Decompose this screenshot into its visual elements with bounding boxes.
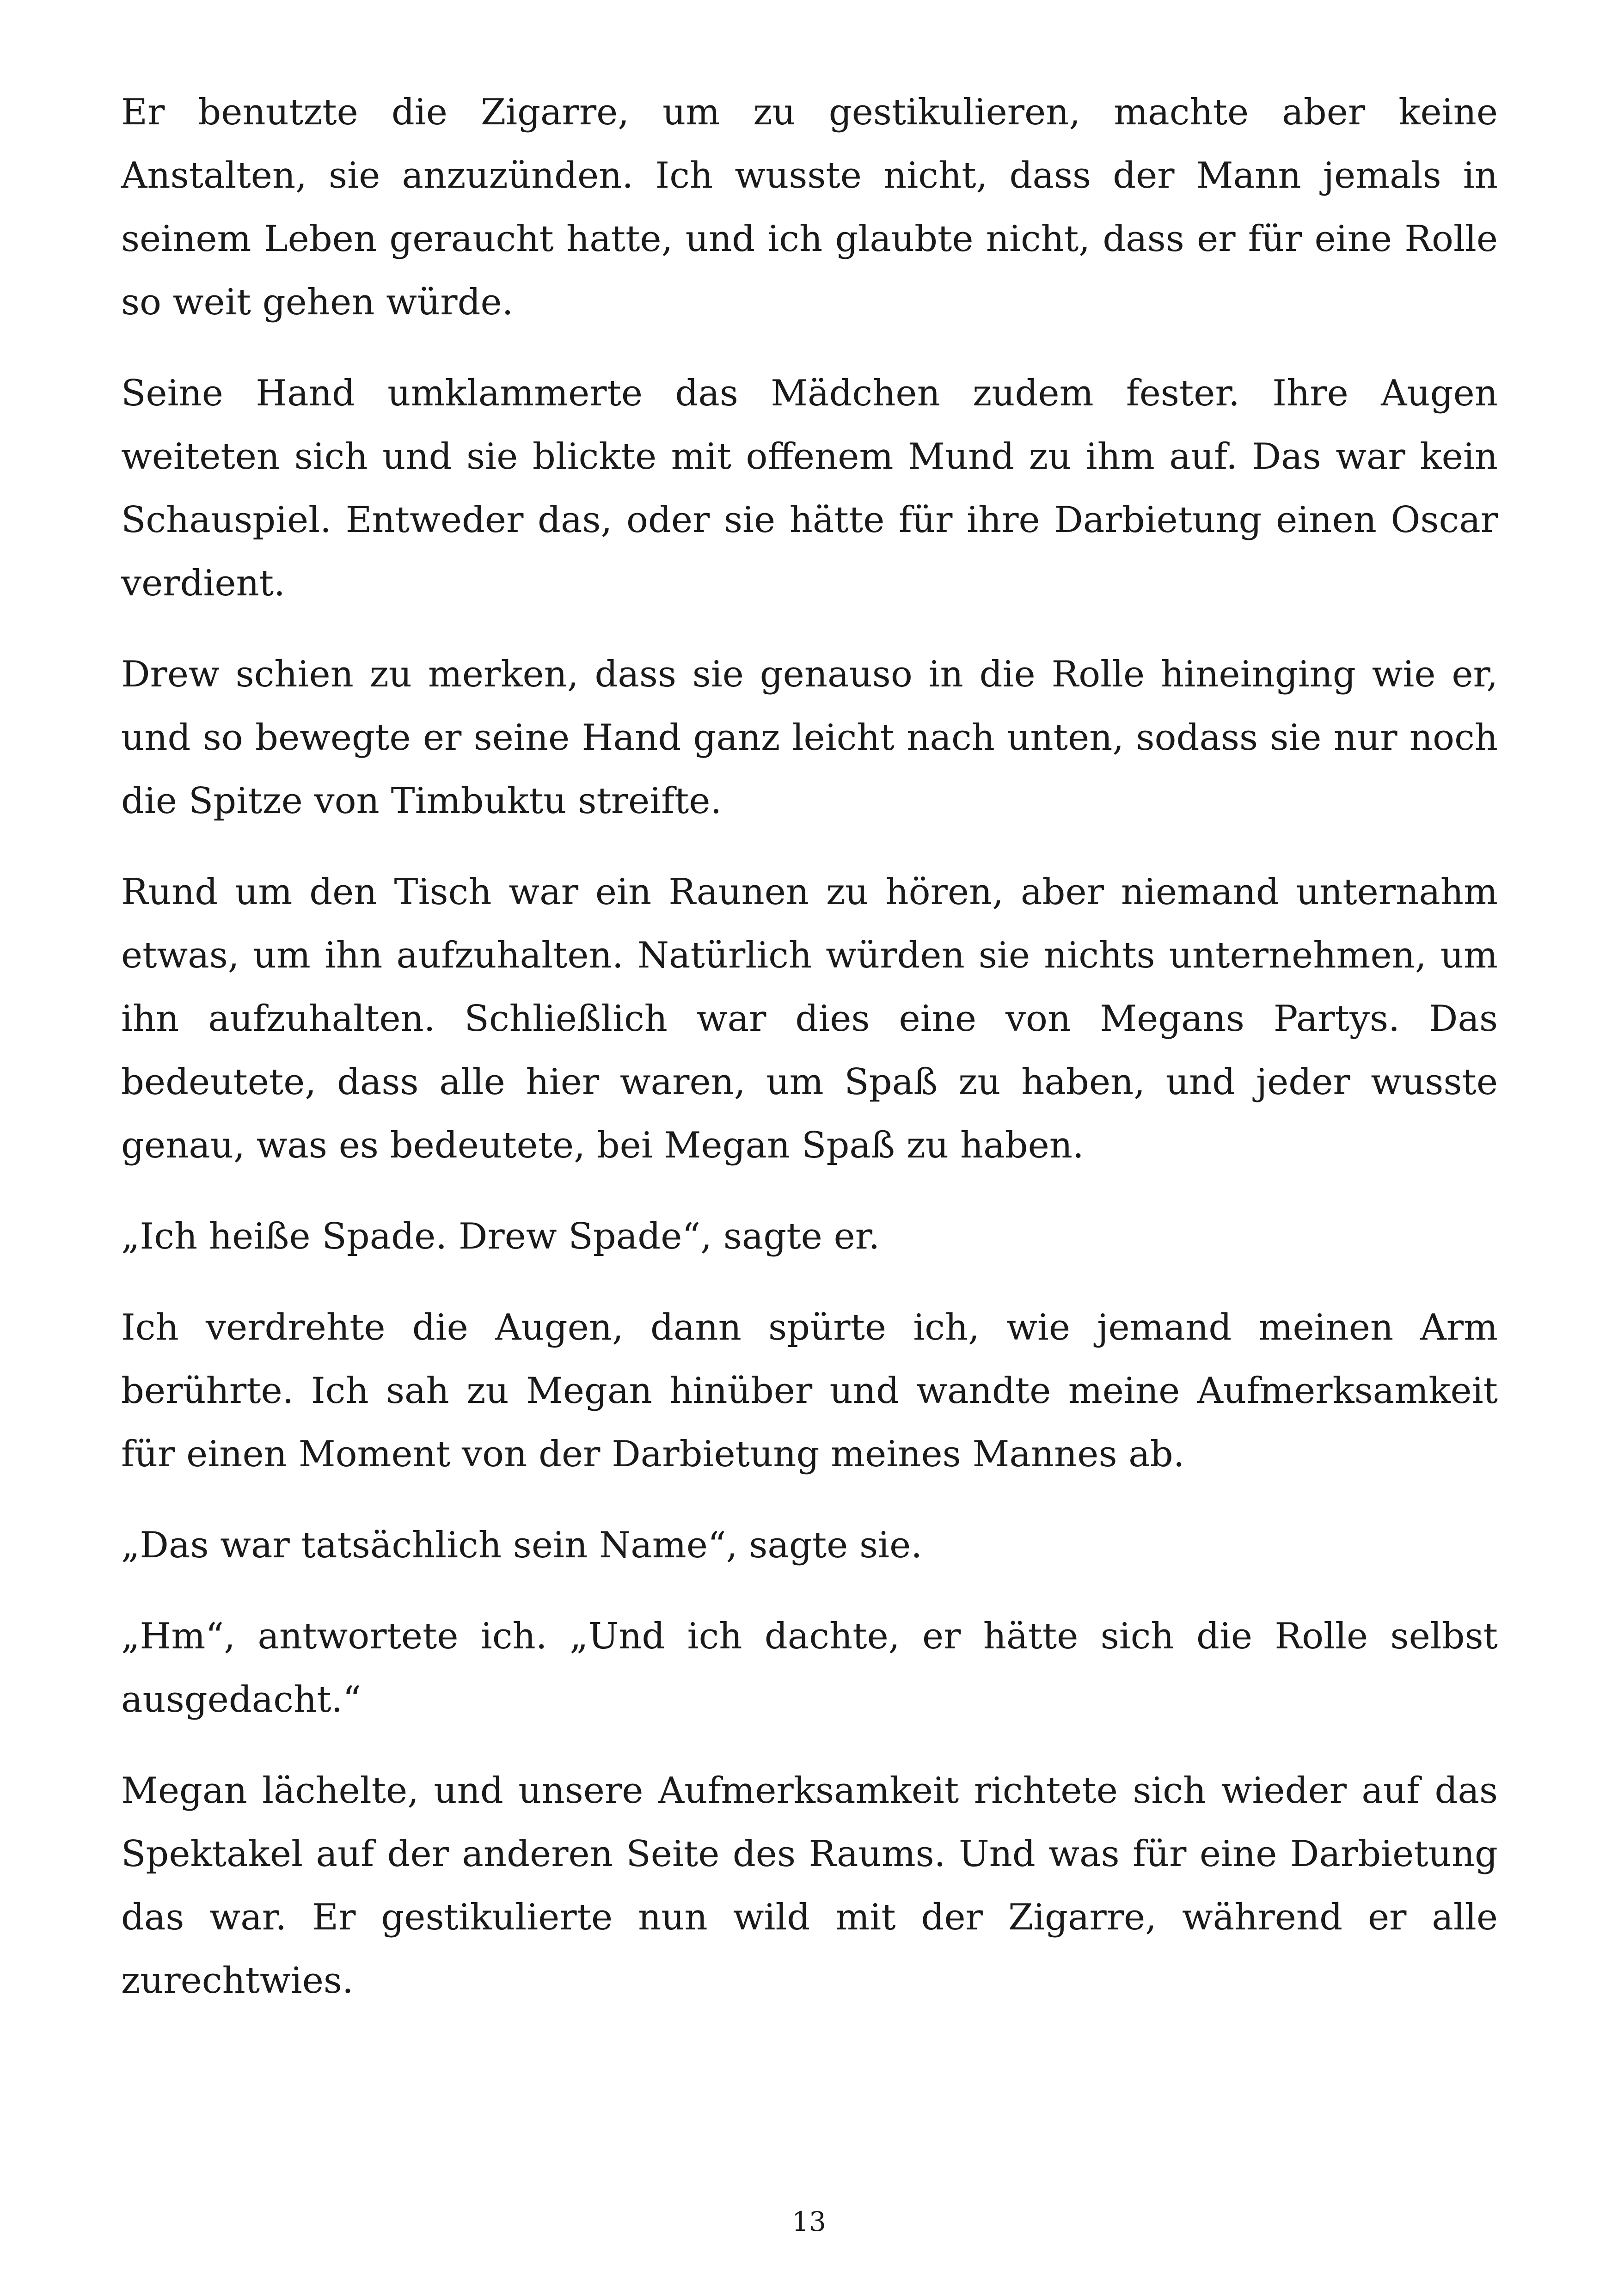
paragraph-7: „Das war tatsächlich sein Name“, sagte sie. [121, 1525, 923, 1566]
page-number: 13 [792, 2206, 826, 2237]
paragraph-9: Megan lächelte, und unsere Aufmerksamkeit richtete sich wieder auf das Spektakel auf der anderen Seite des Raums. Und was für eine Darbietung das war. Er gestikulierte nun wild mit der Zigarre, während er alle zurechtwies. [121, 1770, 1498, 2002]
paragraph-6: Ich verdrehte die Augen, dann spürte ich, wie jemand meinen Arm berührte. Ich sah zu Megan hinüber und wandte meine Aufmerksamkeit für einen Moment von der Darbietung meines Mannes ab. [121, 1307, 1498, 1475]
paragraph-8: „Hm“, antwortete ich. „Und ich dachte, er hätte sich die Rolle selbst ausgedacht.“ [121, 1616, 1498, 1720]
paragraph-4: Rund um den Tisch war ein Raunen zu hören, aber niemand unternahm etwas, um ihn aufzuhalten. Natürlich würden sie nichts unternehmen, um ihn aufzuhalten. Schließlich war dies eine von Megans Partys. Das bedeutete, dass alle hier waren, um Spaß zu haben, und jeder wusste genau, was es bedeutete, bei Megan Spaß zu haben. [121, 871, 1498, 1166]
paragraph-1: Er benutzte die Zigarre, um zu gestikulieren, machte aber keine Anstalten, sie anzuzünden. Ich wusste nicht, dass der Mann jemals in seinem Leben geraucht hatte, und ich glaubte nicht, dass er für eine Rolle so weit gehen würde. [121, 92, 1498, 323]
paragraph-2: Seine Hand umklammerte das Mädchen zudem fester. Ihre Augen weiteten sich und sie blickte mit offenem Mund zu ihm auf. Das war kein Schauspiel. Entweder das, oder sie hätte für ihre Darbietung einen Oscar verdient. [121, 373, 1498, 604]
page-body [121, 81, 1498, 2040]
paragraph-5: „Ich heiße Spade. Drew Spade“, sagte er. [121, 1216, 880, 1257]
paragraph-3: Drew schien zu merken, dass sie genauso in die Rolle hineinging wie er, und so bewegte er seine Hand ganz leicht nach unten, sodass sie nur noch die Spitze von Timbuktu streifte. [121, 654, 1498, 822]
